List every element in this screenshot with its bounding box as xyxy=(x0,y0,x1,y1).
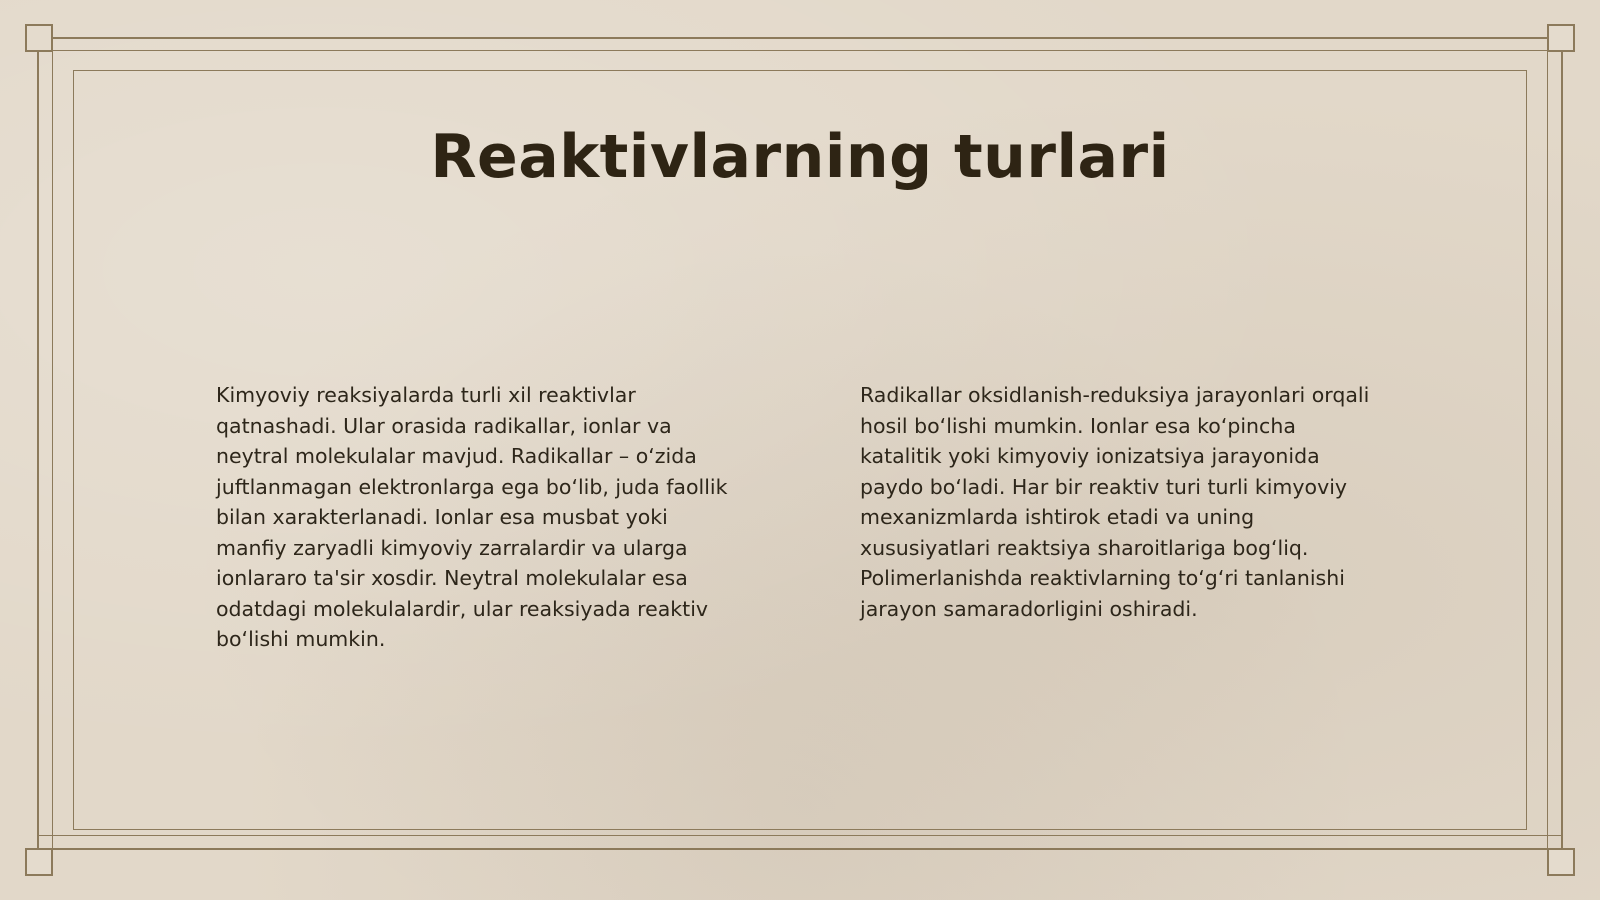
corner-bottom-left xyxy=(25,848,53,876)
frame-top-outer xyxy=(38,37,1562,39)
frame-bottom-outer xyxy=(38,848,1562,850)
frame-top-inner xyxy=(38,50,1562,51)
slide-title: Reaktivlarning turlari xyxy=(430,122,1170,192)
frame-bottom-inner xyxy=(38,835,1562,836)
corner-top-left xyxy=(25,24,53,52)
left-text-column: Kimyoviy reaksiyalarda turli xil reaktivlar qatnashadi. Ular orasida radikallar, ionlar va neytral molekulalar mavjud. Radikallar – o‘zida juftlanmagan elektronlarga ega bo‘lib, juda faollik bilan xarakterlanadi. Ionlar esa musbat yoki manfiy zaryadli kimyoviy zarralardir va ularga ionlararo ta'sir xosdir. Neytral molekulalar esa odatdagi molekulalardir, ular reaksiyada reaktiv bo‘lishi mumkin. xyxy=(216,383,728,651)
corner-bottom-right xyxy=(1547,848,1575,876)
corner-top-right xyxy=(1547,24,1575,52)
right-text-column: Radikallar oksidlanish-reduksiya jarayonlari orqali hosil bo‘lishi mumkin. Ionlar esa ko‘pincha katalitik yoki kimyoviy ionizatsiya jarayonida paydo bo‘ladi. Har bir reaktiv turi turli kimyoviy mexanizmlarda ishtirok etadi va uning xususiyatlari reaktsiya sharoitlariga bog‘liq. Polimerlanishda reaktivlarning to‘g‘ri tanlanishi jarayon samaradorligini oshiradi. xyxy=(860,383,1370,621)
